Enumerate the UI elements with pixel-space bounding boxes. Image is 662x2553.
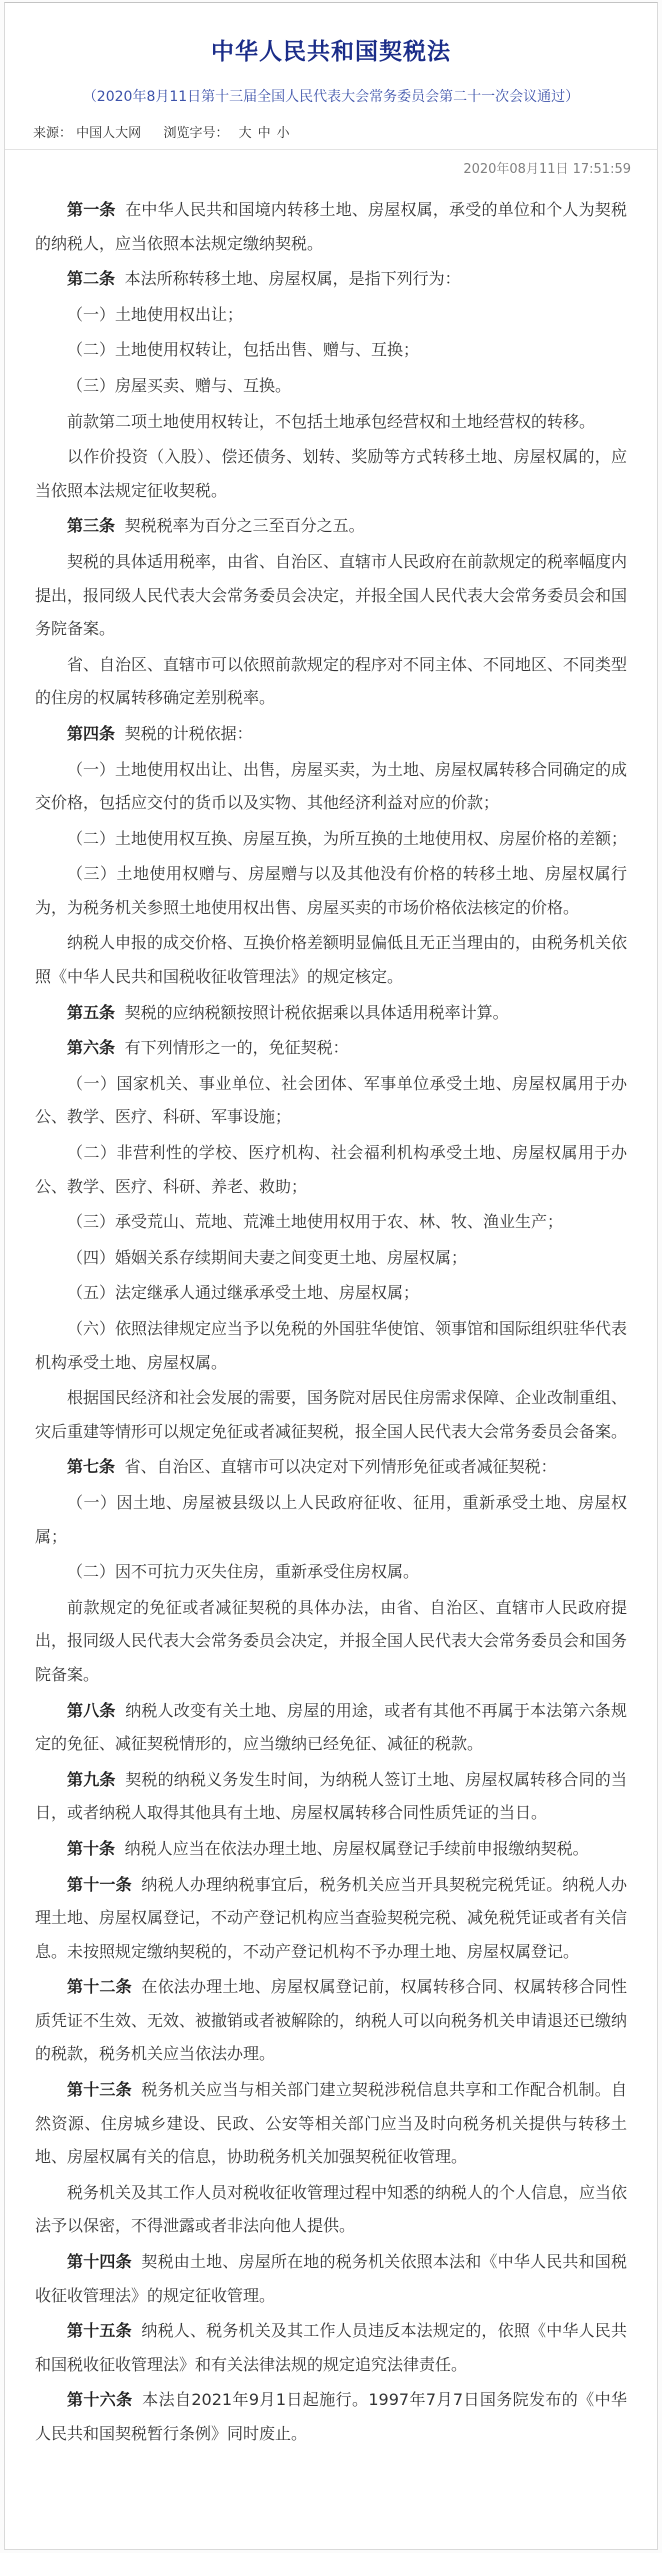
article-number: 第十六条 [67,2390,133,2410]
article-body [5,177,657,2451]
law-article-paragraph: 第十四条 契税由土地、房屋所在地的税务机关依照本法和《中华人民共和国税收征收管理法》的规定征收管理。 [35,2252,627,2305]
article-number: 第五条 [67,1002,116,1022]
law-article-paragraph: 第九条 契税的纳税义务发生时间，为纳税人签订土地、房屋权属转移合同的当日，或者纳税人取得其他具有土地、房屋权属转移合同性质凭证的当日。 [35,1769,627,1823]
law-article-paragraph: 第五条 契税的应纳税额按照计税依据乘以具体适用税率计算。 [67,1002,509,1022]
law-paragraph: （三）土地使用权赠与、房屋赠与以及其他没有价格的转移土地、房屋权属行为，为税务机关参照土地使用权出售、房屋买卖的市场价格依法核定的价格。 [35,864,627,917]
page-subtitle: （2020年8月11日第十三届全国人民代表大会常务委员会第二十一次会议通过） [82,89,580,105]
law-paragraph: 契税的具体适用税率，由省、自治区、直辖市人民政府在前款规定的税率幅度内提出，报同级人民代表大会常务委员会决定，并报全国人民代表大会常务委员会和国务院备案。 [35,551,628,639]
article-number: 第十五条 [67,2321,132,2341]
law-paragraph: （一）土地使用权出让、出售，房屋买卖，为土地、房屋权属转移合同确定的成交价格，包括应交付的货币以及实物、其他经济利益对应的价款； [35,759,628,813]
law-paragraph: 前款第二项土地使用权转让，不包括土地承包经营权和土地经营权的转移。 [67,411,596,431]
law-article-paragraph: 第一条 在中华人民共和国境内转移土地、房屋权属，承受的单位和个人为契税的纳税人，应当依照本法规定缴纳契税。 [35,200,627,253]
law-article-paragraph: 第四条 契税的计税依据： [67,723,253,743]
article-number: 第九条 [67,1769,116,1789]
article-number: 第八条 [67,1700,116,1720]
law-article-paragraph: 第二条 本法所称转移土地、房屋权属，是指下列行为： [67,269,461,289]
source-value: 中国人大网 [76,126,142,141]
article-number: 第十一条 [67,1874,132,1894]
law-paragraph: 省、自治区、直辖市可以依照前款规定的程序对不同主体、不同地区、不同类型的住房的权属转移确定差别税率。 [35,654,628,708]
law-paragraph: （六）依照法律规定应当予以免税的外国驻华使馆、领事馆和国际组织驻华代表机构承受土地、房屋权属。 [35,1319,628,1372]
law-article-paragraph: 第十一条 纳税人办理纳税事宜后，税务机关应当开具契税完税凭证。纳税人办理土地、房屋权属登记，不动产登记机构应当查验契税完税、减免税凭证或者有关信息。未按照规定缴纳契税的，不动产登记机构不予办理土地、房屋权属登记。 [35,1874,628,1961]
law-paragraph: （四）婚姻关系存续期间夫妻之间变更土地、房屋权属； [67,1247,468,1267]
document-page [4,2,658,2550]
law-paragraph: （三）承受荒山、荒地、荒滩土地使用权用于农、林、牧、渔业生产； [67,1212,564,1232]
publish-datetime: 2020年08月11日 17:51:59 [463,162,631,177]
article-number: 第四条 [67,723,116,743]
law-article-paragraph: 第十二条 在依法办理土地、房屋权属登记前，权属转移合同、权属转移合同性质凭证不生效、无效、被撤销或者被解除的，纳税人可以向税务机关申请退还已缴纳的税款，税务机关应当依法办理。 [35,1977,628,2064]
law-paragraph: （二）非营利性的学校、医疗机构、社会福利机构承受土地、房屋权属用于办公、教学、医疗、科研、养老、救助； [35,1143,627,1196]
law-article-paragraph: 第六条 有下列情形之一的，免征契税： [67,1038,349,1058]
font-size-options [233,126,290,141]
law-article-paragraph: 第七条 省、自治区、直辖市可以决定对下列情形免征或者减征契税： [67,1457,557,1477]
law-article-paragraph: 第十三条 税务机关应当与相关部门建立契税涉税信息共享和工作配合机制。自然资源、住房城乡建设、民政、公安等相关部门应当及时向税务机关提供与转移土地、房屋权属有关的信息，协助税务机关加强契税征收管理。 [35,2080,627,2167]
law-paragraph: 纳税人申报的成交价格、互换价格差额明显偏低且无正当理由的，由税务机关依照《中华人民共和国税收征收管理法》的规定核定。 [35,933,628,987]
law-article-paragraph: 第十条 纳税人应当在依法办理土地、房屋权属登记手续前申报缴纳契税。 [67,1838,589,1858]
page-title: 中华人民共和国契税法 [211,39,451,65]
article-number: 第十四条 [67,2252,132,2272]
law-paragraph: （二）因不可抗力灭失住房，重新承受住房权属。 [67,1562,420,1582]
article-number: 第十条 [67,1838,116,1858]
font-size-label: 浏览字号： [163,126,229,141]
font-size-option[interactable]: 小 [276,126,290,141]
law-article-paragraph: 第八条 纳税人改变有关土地、房屋的用途，或者有其他不再属于本法第六条规定的免征、减征契税情形的，应当缴纳已经免征、减征的税款。 [35,1700,627,1754]
font-size-option[interactable]: 中 [257,126,271,141]
article-number: 第十二条 [67,1977,132,1997]
law-paragraph: 以作价投资（入股）、偿还债务、划转、奖励等方式转移土地、房屋权属的，应当依照本法规定征收契税。 [35,447,627,500]
article-number: 第六条 [67,1038,116,1058]
article-number: 第一条 [67,200,116,219]
law-paragraph: （一）国家机关、事业单位、社会团体、军事单位承受土地、房屋权属用于办公、教学、医疗、科研、军事设施； [35,1073,627,1127]
law-paragraph: （二）土地使用权互换、房屋互换，为所互换的土地使用权、房屋价格的差额； [67,828,628,848]
meta-row [5,122,657,150]
article-number: 第七条 [67,1457,116,1477]
law-article-paragraph: 第十五条 纳税人、税务机关及其工作人员违反本法规定的，依照《中华人民共和国税收征收管理法》和有关法律法规的规定追究法律责任。 [35,2321,627,2374]
law-paragraph: （一）因土地、房屋被县级以上人民政府征收、征用，重新承受土地、房屋权属； [35,1492,627,1546]
law-paragraph: （三）房屋买卖、赠与、互换。 [67,375,292,395]
source-label: 来源： [33,126,73,141]
article-number: 第二条 [67,269,116,289]
article-number: 第十三条 [67,2080,132,2100]
law-paragraph: （二）土地使用权转让，包括出售、赠与、互换； [67,340,420,360]
law-paragraph: 税务机关及其工作人员对税收征收管理过程中知悉的纳税人的个人信息，应当依法予以保密，不得泄露或者非法向他人提供。 [35,2182,628,2236]
law-paragraph: （五）法定继承人通过继承承受土地、房屋权属； [67,1283,420,1303]
law-article-paragraph: 第十六条 本法自2021年9月1日起施行。1997年7月7日国务院发布的《中华人民共和国契税暂行条例》同时废止。 [35,2390,627,2443]
article-number: 第三条 [67,516,116,536]
law-paragraph: （一）土地使用权出让； [67,304,244,324]
law-article-paragraph: 第三条 契税税率为百分之三至百分之五。 [67,516,365,536]
law-paragraph: 根据国民经济和社会发展的需要，国务院对居民住房需求保障、企业改制重组、灾后重建等情形可以规定免征或者减征契税，报全国人民代表大会常务委员会备案。 [35,1388,628,1441]
law-paragraph: 前款规定的免征或者减征契税的具体办法，由省、自治区、直辖市人民政府提出，报同级人民代表大会常务委员会决定，并报全国人民代表大会常务委员会和国务院备案。 [35,1597,628,1684]
font-size-option[interactable]: 大 [238,126,252,141]
